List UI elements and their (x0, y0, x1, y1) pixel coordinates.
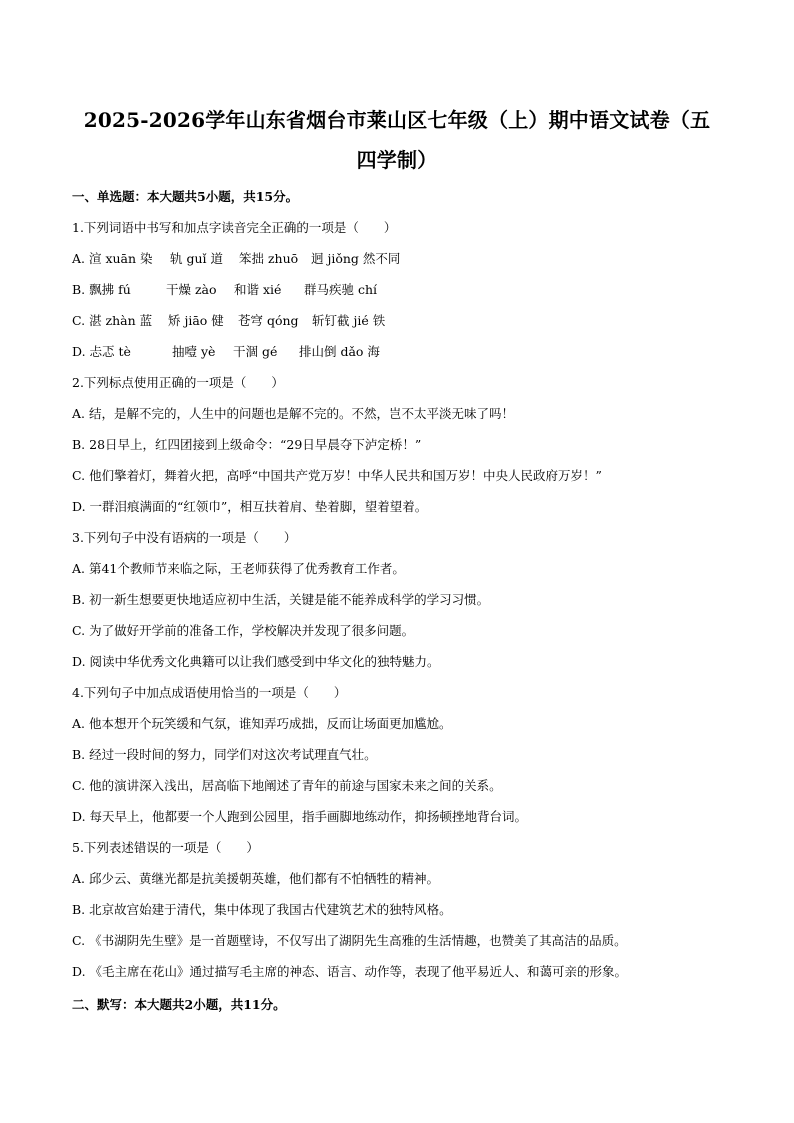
exam-title (60, 100, 734, 180)
q1-a-word-3: 笨拙 zhuō (239, 251, 299, 266)
section-heading-dictation: 二、默写：本大题共2小题，共11分。 (72, 997, 286, 1012)
q1-d-word-3: 干涸 gé (233, 344, 278, 359)
question-5-option-c: C. 《书湖阴先生壁》是一首题壁诗，不仅写出了湖阴先生高雅的生活情趣，也赞美了其高洁的品质。 (72, 933, 627, 948)
q1-c-word-3: 苍穹 qóng (238, 313, 299, 328)
section-heading-single-choice: 一、单选题：本大题共5小题，共15分。 (72, 189, 299, 204)
q1-b-word-3: 和谐 xié (234, 282, 282, 297)
question-2-stem: 2.下列标点使用正确的一项是（ ） (72, 375, 284, 390)
q1-c-word-1: C. 湛 zhàn 蓝 (72, 313, 153, 328)
question-3-option-a: A. 第41个教师节来临之际，王老师获得了优秀教育工作者。 (72, 561, 405, 576)
q1-a-word-4: 迥 jiǒng 然不同 (311, 251, 401, 266)
q1-c-word-2: 矫 jiāo 健 (168, 313, 224, 328)
question-3-option-d: D. 阅读中华优秀文化典籍可以让我们感受到中华文化的独特魅力。 (72, 654, 440, 669)
question-4-option-d: D. 每天早上，他都要一个人跑到公园里，指手画脚地练动作，抑扬顿挫地背台词。 (72, 809, 528, 824)
question-4-option-a: A. 他本想开个玩笑缓和气氛，谁知弄巧成拙，反而让场面更加尴尬。 (72, 716, 452, 731)
q1-a-word-1: A. 渲 xuān 染 (72, 251, 153, 266)
q1-d-word-1: D. 忐忑 tè (72, 344, 131, 359)
q1-d-word-2: 抽噎 yè (172, 344, 216, 359)
question-2-option-a: A. 结，是解不完的，人生中的问题也是解不完的。不然，岂不太平淡无味了吗！ (72, 406, 514, 421)
q1-b-word-1: B. 飘拂 fú (72, 282, 131, 297)
question-1-option-c (72, 311, 385, 329)
question-2-option-b: B. 28日早上，红四团接到上级命令：“29日早晨夺下泸定桥！” (72, 437, 422, 452)
question-3-stem: 3.下列句子中没有语病的一项是（ ） (72, 530, 297, 545)
q1-d-word-4: 排山倒 dǎo 海 (299, 344, 380, 359)
question-4-option-b: B. 经过一段时间的努力，同学们对这次考试理直气壮。 (72, 747, 377, 762)
question-5-option-b: B. 北京故宫始建于清代，集中体现了我国古代建筑艺术的独特风格。 (72, 902, 452, 917)
exam-title-line-2: 四学制） (356, 148, 438, 172)
question-5-stem: 5.下列表述错误的一项是（ ） (72, 840, 259, 855)
question-5-option-d: D. 《毛主席在花山》通过描写毛主席的神态、语言、动作等，表现了他平易近人、和蔼可亲的形象。 (72, 964, 628, 979)
q1-b-word-2: 干燥 zào (166, 282, 217, 297)
question-1-option-b (72, 280, 377, 298)
question-3-option-b: B. 初一新生想要更快地适应初中生活，关键是能不能养成科学的学习习惯。 (72, 592, 490, 607)
exam-title-line-1: 2025-2026学年山东省烟台市莱山区七年级（上）期中语文试卷（五 (83, 108, 711, 132)
q1-b-word-4: 群马疾驰 chí (304, 282, 378, 297)
question-2-option-c: C. 他们擎着灯，舞着火把，高呼“中国共产党万岁！中华人民共和国万岁！中央人民政府万岁！” (72, 468, 602, 483)
question-4-stem: 4.下列句子中加点成语使用恰当的一项是（ ） (72, 685, 347, 700)
question-1-option-d (72, 342, 380, 360)
question-4-option-c: C. 他的演讲深入浅出，居高临下地阐述了青年的前途与国家未来之间的关系。 (72, 778, 502, 793)
q1-a-word-2: 轨 guǐ 道 (170, 251, 223, 266)
question-5-option-a: A. 邱少云、黄继光都是抗美援朝英雄，他们都有不怕牺牲的精神。 (72, 871, 439, 886)
question-2-option-d: D. 一群泪痕满面的“红领巾”，相互扶着肩、垫着脚，望着望着。 (72, 499, 428, 514)
question-1-option-a (72, 249, 400, 267)
question-1-stem: 1.下列词语中书写和加点字读音完全正确的一项是（ ） (72, 220, 397, 235)
q1-c-word-4: 斩钉截 jié 铁 (312, 313, 386, 328)
question-3-option-c: C. 为了做好开学前的准备工作，学校解决并发现了很多问题。 (72, 623, 415, 638)
